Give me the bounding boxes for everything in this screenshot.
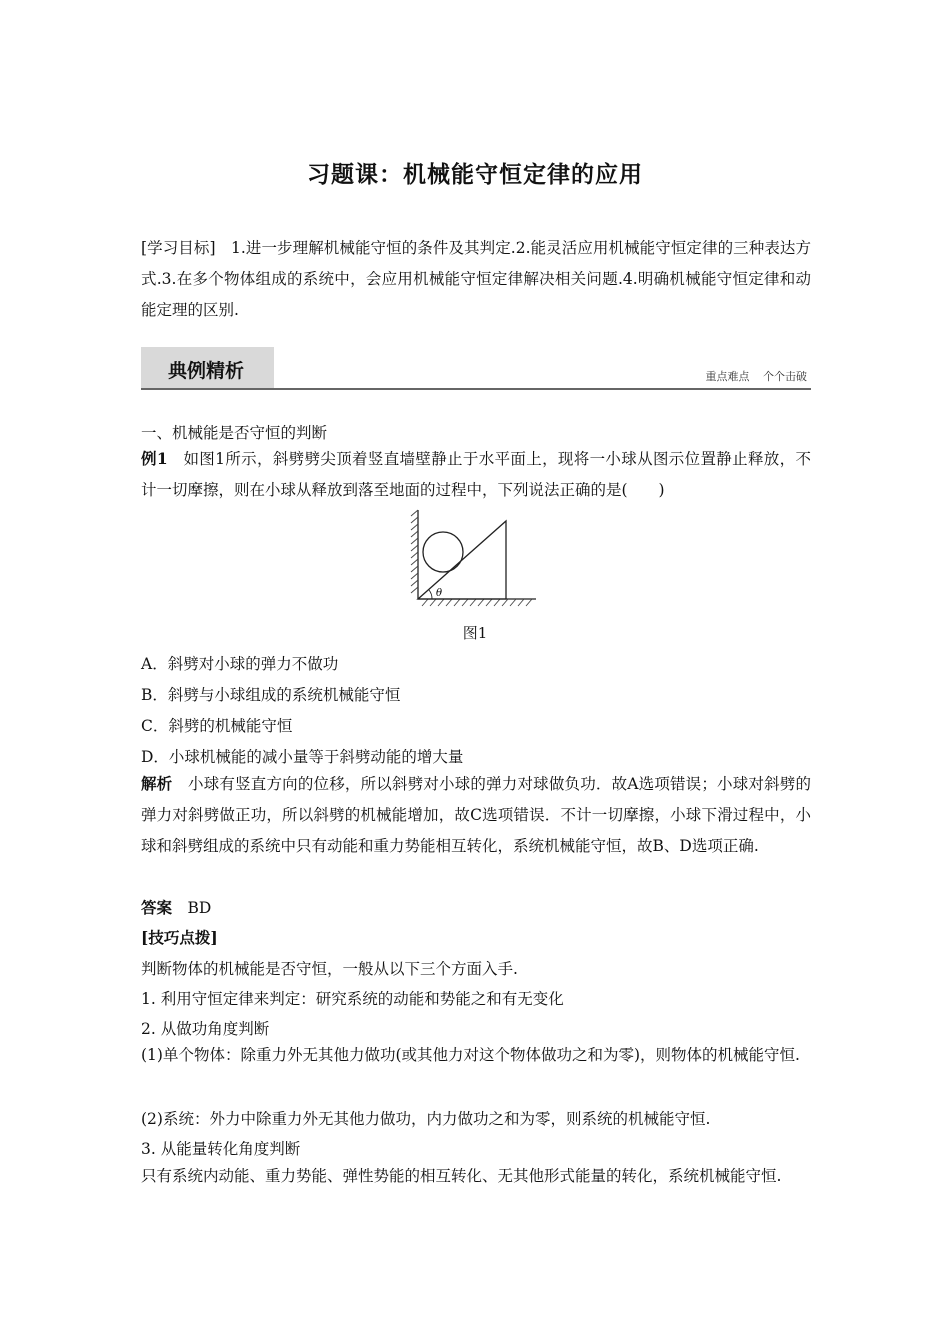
page-title: 习题课：机械能守恒定律的应用: [307, 162, 643, 188]
answer: [141, 896, 211, 918]
figure-1: [408, 506, 538, 614]
figure-caption: 图1: [462, 624, 488, 642]
ground-hatching: [422, 599, 532, 606]
analysis-text: 小球有竖直方向的位移，所以斜劈对小球的弹力对球做负功．故A选项错误；小球对斜劈的弹力对斜劈做正功，所以斜劈的机械能增加，故C选项错误．不计一切摩擦，小球下滑过程中，小球和斜劈组成的系统中只有动能和重力势能相互转化，系统机械能守恒，故B、D选项正确.: [141, 775, 811, 855]
example-tag: 例1: [141, 449, 168, 468]
answer-value: BD: [187, 899, 212, 917]
option-c: C．斜劈的机械能守恒: [141, 717, 293, 735]
option-b: B．斜劈与小球组成的系统机械能守恒: [141, 686, 401, 704]
angle-arc: [429, 590, 432, 599]
banner-subtitle: 重点难点 个个击破: [705, 370, 807, 383]
tips-item-3: 3. 从能量转化角度判断: [141, 1140, 301, 1158]
option-a: A．斜劈对小球的弹力不做功: [141, 655, 339, 673]
section-banner: [141, 347, 811, 391]
tips-item-1: 1. 利用守恒定律来判定：研究系统的动能和势能之和有无变化: [141, 990, 564, 1008]
tips-tag: [技巧点拨]: [141, 928, 218, 947]
option-d: D．小球机械能的减小量等于斜劈动能的增大量: [141, 748, 464, 766]
goals-tag: [学习目标]: [141, 239, 216, 257]
answer-tag: 答案: [141, 898, 173, 917]
analysis: [141, 768, 811, 862]
example-1: [141, 443, 811, 506]
ball: [423, 532, 463, 572]
analysis-tag: 解析: [141, 774, 173, 793]
angle-label: θ: [436, 588, 443, 599]
goals-text: 1.进一步理解机械能守恒的条件及其判定.2.能灵活应用机械能守恒定律的三种表达方式.3.在多个物体组成的系统中，会应用机械能守恒定律解决相关问题.4.明确机械能守恒定律和动能定理的区别.: [141, 239, 811, 319]
tips-item-2a: (1)单个物体：除重力外无其他力做功(或其他力对这个物体做功之和为零)，则物体的机械能守恒.: [141, 1046, 800, 1064]
wall-hatching: [411, 510, 418, 593]
tips-item-3-text: 只有系统内动能、重力势能、弹性势能的相互转化、无其他形式能量的转化，系统机械能守恒.: [141, 1167, 782, 1185]
tips-intro: 判断物体的机械能是否守恒，一般从以下三个方面入手.: [141, 960, 518, 978]
banner-label: 典例精析: [168, 360, 245, 382]
example-text: 如图1所示，斜劈劈尖顶着竖直墙壁静止于水平面上，现将一小球从图示位置静止释放，不计一切摩擦，则在小球从释放到落至地面的过程中，下列说法正确的是( ): [141, 450, 811, 499]
section-heading: 一、机械能是否守恒的判断: [141, 424, 328, 442]
tips-item-2b: (2)系统：外力中除重力外无其他力做功，内力做功之和为零，则系统的机械能守恒.: [141, 1110, 711, 1128]
wedge-ball-diagram: [408, 506, 538, 610]
banner-rule: [141, 388, 811, 390]
tips-item-2: 2. 从做功角度判断: [141, 1020, 270, 1038]
learning-goals: [141, 233, 811, 326]
